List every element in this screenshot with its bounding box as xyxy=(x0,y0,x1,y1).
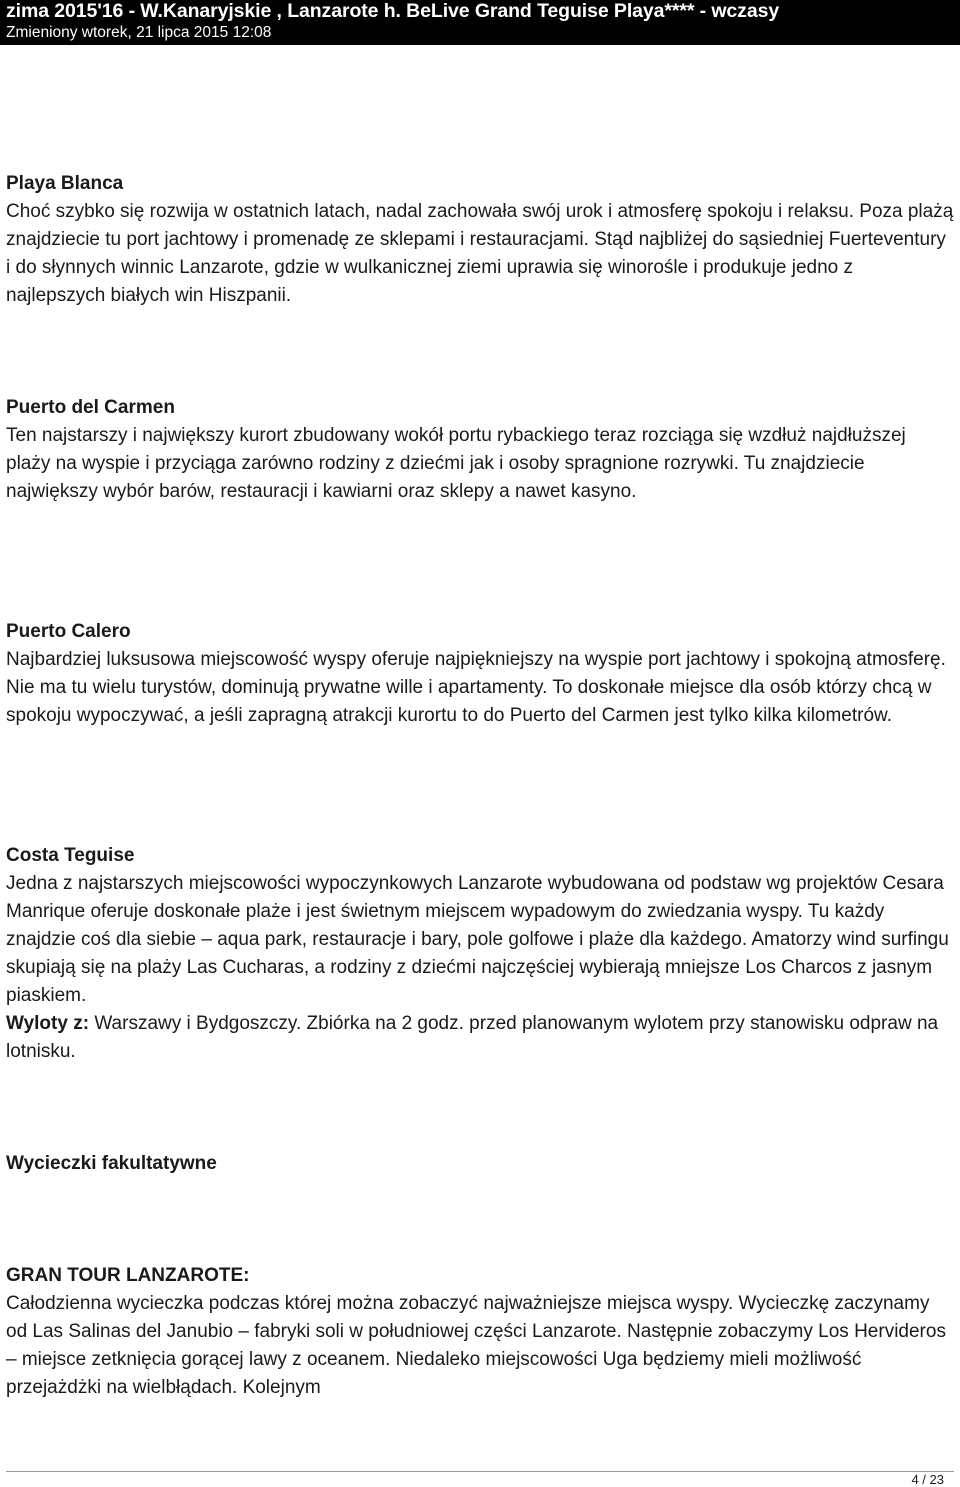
section-body-puerto-del-carmen: Ten najstarszy i największy kurort zbudowany wokół portu rybackiego teraz rozciąga się wzdłuż najdłuższej plaży na wyspie i przyciąga zarówno rodziny z dziećmi jak i osoby spragnione rozrywki. Tu znajdziecie największy wybór barów, restauracji i kawiarni oraz sklepy a nawet kasyno. xyxy=(6,425,906,502)
section-body-gran-tour: Całodzienna wycieczka podczas której można zobaczyć najważniejsze miejsca wyspy. Wycieczkę zaczynamy od Las Salinas del Janubio – fabryki soli w południowej części Lanzarote. Następnie zobaczymy Los Hervideros – miejsce zetknięcia gorącej lawy z oceanem. Niedaleko miejscowości Uga będziemy mieli możliwość przejażdżki na wielbłądach. Kolejnym xyxy=(6,1293,946,1398)
section-title-gran-tour: GRAN TOUR LANZAROTE: xyxy=(6,1265,250,1286)
document-title: zima 2015'16 - W.Kanaryjskie , Lanzarote h. BeLive Grand Teguise Playa**** - wczasy xyxy=(6,0,780,22)
flights-text: Warszawy i Bydgoszczy. Zbiórka na 2 godz. przed planowanym wylotem przy stanowisku odpraw na lotnisku. xyxy=(6,1013,939,1062)
section-puerto-calero xyxy=(6,618,954,730)
section-excursions xyxy=(6,1150,954,1178)
section-gran-tour xyxy=(6,1262,954,1402)
section-title-costa-teguise: Costa Teguise xyxy=(6,845,135,866)
section-body-costa-teguise: Jedna z najstarszych miejscowości wypoczynkowych Lanzarote wybudowana od podstaw wg projektów Cesara Manrique oferuje doskonałe plaże i jest świetnym miejscem wypadowym do zwiedzania wyspy. Tu każdy znajdzie coś dla siebie – aqua park, restauracje i bary, pole golfowe i plaże dla każdego. Amatorzy wind surfingu skupiają się na plaży Las Cucharas, a rodziny z dziećmi najczęściej wybierają mniejsze Los Charcos z jasnym piaskiem. xyxy=(6,873,949,1006)
modified-date: Zmieniony wtorek, 21 lipca 2015 12:08 xyxy=(6,24,272,41)
flights-info xyxy=(6,1010,954,1066)
section-body-puerto-calero: Najbardziej luksusowa miejscowość wyspy oferuje najpiękniejszy na wyspie port jachtowy i spokojną atmosferę. Nie ma tu wielu turystów, dominują prywatne wille i apartamenty. To doskonałe miejsce dla osób którzy chcą w spokoju wypoczywać, a jeśli zapragną atrakcji kurortu to do Puerto del Carmen jest tylko kilka kilometrów. xyxy=(6,649,946,726)
flights-label: Wyloty z: xyxy=(6,1013,90,1034)
footer-divider xyxy=(6,1471,954,1472)
document-header xyxy=(0,0,960,45)
section-title-puerto-del-carmen: Puerto del Carmen xyxy=(6,397,175,418)
section-title-playa-blanca: Playa Blanca xyxy=(6,173,124,194)
section-costa-teguise xyxy=(6,842,954,1066)
section-puerto-del-carmen xyxy=(6,394,954,506)
page-number: 4 / 23 xyxy=(911,1472,944,1487)
section-playa-blanca xyxy=(6,170,954,310)
section-title-excursions: Wycieczki fakultatywne xyxy=(6,1153,217,1174)
section-title-puerto-calero: Puerto Calero xyxy=(6,621,131,642)
section-body-playa-blanca: Choć szybko się rozwija w ostatnich latach, nadal zachowała swój urok i atmosferę spokoju i relaksu. Poza plażą znajdziecie tu port jachtowy i promenadę ze sklepami i restauracjami. Stąd najbliżej do sąsiedniej Fuerteventury i do słynnych winnic Lanzarote, gdzie w wulkanicznej ziemi uprawia się winorośle i produkuje jedno z najlepszych białych win Hiszpanii. xyxy=(6,201,954,306)
